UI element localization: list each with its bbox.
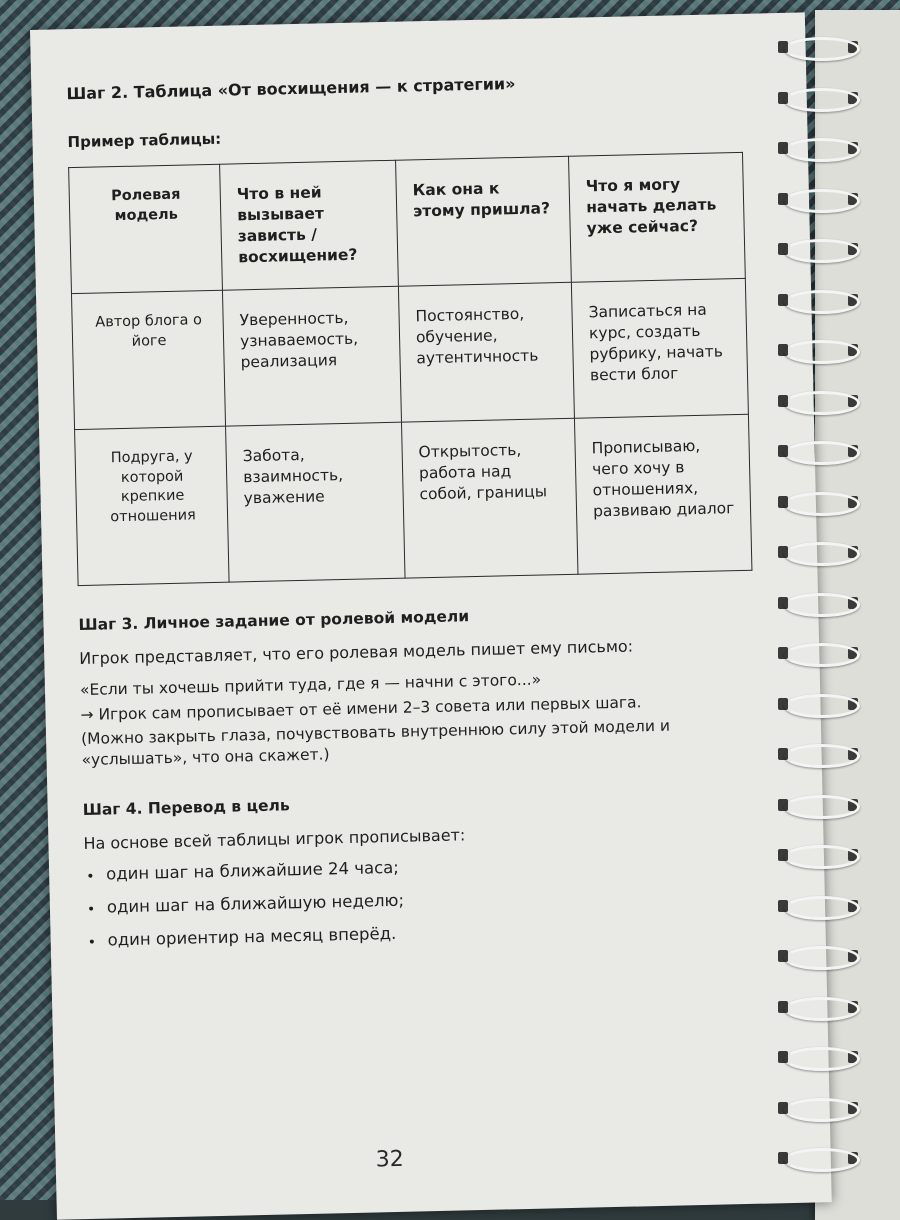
table-cell: Постоянство, обучение, аутентичность [398, 282, 574, 422]
list-item [84, 849, 764, 883]
table-cell: Открытость, работа над собой, границы [401, 418, 578, 578]
step4-list [84, 849, 766, 949]
spiral-coil [770, 591, 840, 615]
table-row [75, 414, 752, 585]
step4-title: Шаг 4. Перевод в цель [82, 796, 290, 820]
list-item [85, 882, 765, 916]
header-cell: Что я могу начать делать уже сейчас? [569, 152, 746, 282]
spiral-coil [770, 641, 840, 665]
spiral-coil [770, 1096, 840, 1120]
spiral-binding [770, 30, 880, 1200]
table-row [71, 278, 748, 429]
spiral-coil [770, 843, 840, 867]
spiral-coil [770, 793, 840, 817]
spiral-coil [770, 136, 840, 160]
step3-section [78, 601, 761, 772]
spiral-coil [770, 540, 840, 564]
spiral-coil [770, 692, 840, 716]
step4-intro: На основе всей таблицы игрок прописывает: [83, 825, 466, 854]
spiral-coil [770, 439, 840, 463]
spiral-coil [770, 490, 840, 514]
spiral-coil [770, 1146, 840, 1170]
step3-arrow-line: → Игрок сам прописывает от её имени 2–3 совета или первых шага. [80, 692, 642, 724]
spiral-coil [770, 237, 840, 261]
step3-quote: «Если ты хочешь прийти туда, где я — начни с этого...» [79, 670, 542, 699]
header-cell: Ролевая модель [69, 164, 223, 293]
step3-note: (Можно закрыть глаза, почувствовать внутреннюю силу этой модели и «услышать», что она скажет.) [80, 717, 671, 770]
list-item-text: один шаг на ближайшие 24 часа; [105, 857, 400, 884]
spiral-coil [770, 86, 840, 110]
spiral-coil [770, 995, 840, 1019]
spiral-coil [770, 338, 840, 362]
spiral-coil [770, 944, 840, 968]
spiral-coil [770, 742, 840, 766]
bullet-icon: • [87, 934, 97, 951]
step3-title: Шаг 3. Личное задание от ролевой модели [78, 607, 470, 635]
header-cell: Как она к этому пришла? [395, 156, 571, 286]
spiral-coil [770, 894, 840, 918]
list-item-text: один ориентир на месяц вперёд. [107, 923, 397, 950]
table-cell: Автор блога о йоге [71, 290, 225, 429]
spiral-coil [770, 1045, 840, 1069]
bullet-icon: • [86, 868, 95, 885]
table-caption: Пример таблицы: [67, 129, 222, 152]
table-cell: Подруга, у которой крепкие отношения [75, 426, 230, 585]
page-number: 32 [375, 1146, 405, 1173]
table-cell: Прописываю, чего хочу в отношениях, развиваю диалог [574, 414, 751, 574]
spiral-coil [770, 187, 840, 211]
table-cell: Записаться на курс, создать рубрику, начать вести блог [571, 278, 748, 418]
list-item [85, 915, 765, 949]
notebook-page [30, 12, 832, 1219]
bullet-icon: • [86, 901, 96, 918]
step4-section [83, 786, 766, 950]
step3-intro: Игрок представляет, что его ролевая модель пишет ему письмо: [79, 636, 634, 669]
table-header-row [69, 152, 746, 293]
spiral-coil [770, 288, 840, 312]
strategy-table [68, 152, 752, 586]
table-cell: Уверенность, узнаваемость, реализация [222, 286, 401, 426]
list-item-text: один шаг на ближайшую неделю; [106, 890, 405, 917]
page-content [66, 69, 766, 964]
spiral-coil [770, 35, 840, 59]
step2-title: Шаг 2. Таблица «От восхищения — к стратегии» [66, 74, 516, 104]
spiral-coil [770, 389, 840, 413]
header-cell: Что в ней вызывает зависть / восхищение? [220, 160, 399, 290]
table-cell: Забота, взаимность, уважение [226, 422, 405, 582]
